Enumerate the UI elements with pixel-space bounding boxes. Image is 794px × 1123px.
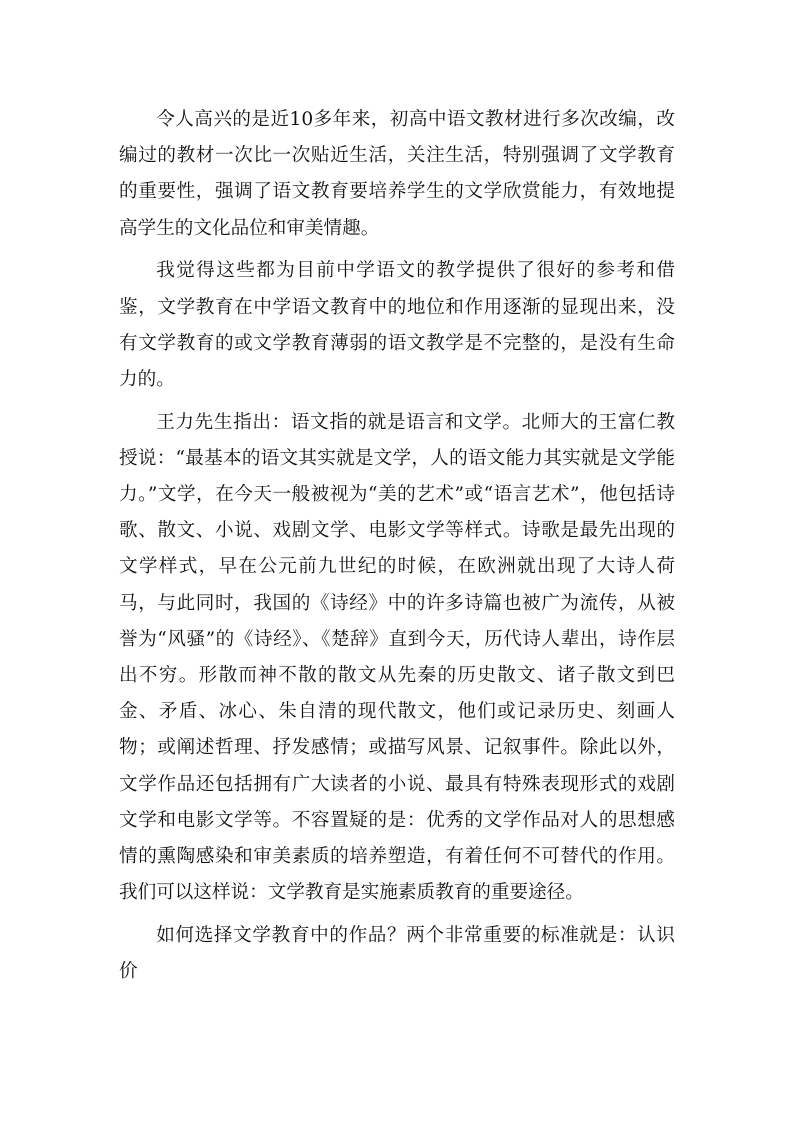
paragraph-4: 如何选择文学教育中的作品？两个非常重要的标准就是：认识价 [119, 924, 675, 983]
paragraph-3: 王力先生指出：语文指的就是语言和文学。北师大的王富仁教授说：“最基本的语文其实就是文学，人的语文能力其实就是文学能力。”文学，在今天一般被视为“美的艺术”或“语言艺术”，他包括诗歌、散文、小说、戏剧文学、电影文学等样式。诗歌是最先出现的文学样式，早在公元前九世纪的时候，在欧洲就出现了大诗人荷马，与此同时，我国的《诗经》中的许多诗篇也被广为流传，从被誉为“风骚”的《诗经》、《楚辞》直到今天，历代诗人辈出，诗作层出不穷。形散而神不散的散文从先秦的历史散文、诸子散文到巴金、矛盾、冰心、朱自清的现代散文，他们或记录历史、刻画人物；或阐述哲理、抒发感情；或描写风景、记叙事件。除此以外，文学作品还包括拥有广大读者的小说、最具有特殊表现形式的戏剧文学和电影文学等。不容置疑的是：优秀的文学作品对人的思想感情的熏陶感染和审美素质的培养塑造，有着任何不可替代的作用。我们可以这样说：文学教育是实施素质教育的重要途径。 [119, 411, 675, 904]
paragraph-2: 我觉得这些都为目前中学语文的教学提供了很好的参考和借鉴，文学教育在中学语文教育中的地位和作用逐渐的显现出来，没有文学教育的或文学教育薄弱的语文教学是不完整的，是没有生命力的。 [119, 260, 675, 390]
paragraph-1: 令人高兴的是近10多年来，初高中语文教材进行多次改编，改编过的教材一次比一次贴近生活，关注生活，特别强调了文学教育的重要性，强调了语文教育要培养学生的文学欣赏能力，有效地提高学生的文化品位和审美情趣。 [119, 109, 675, 239]
document-body [119, 102, 675, 997]
